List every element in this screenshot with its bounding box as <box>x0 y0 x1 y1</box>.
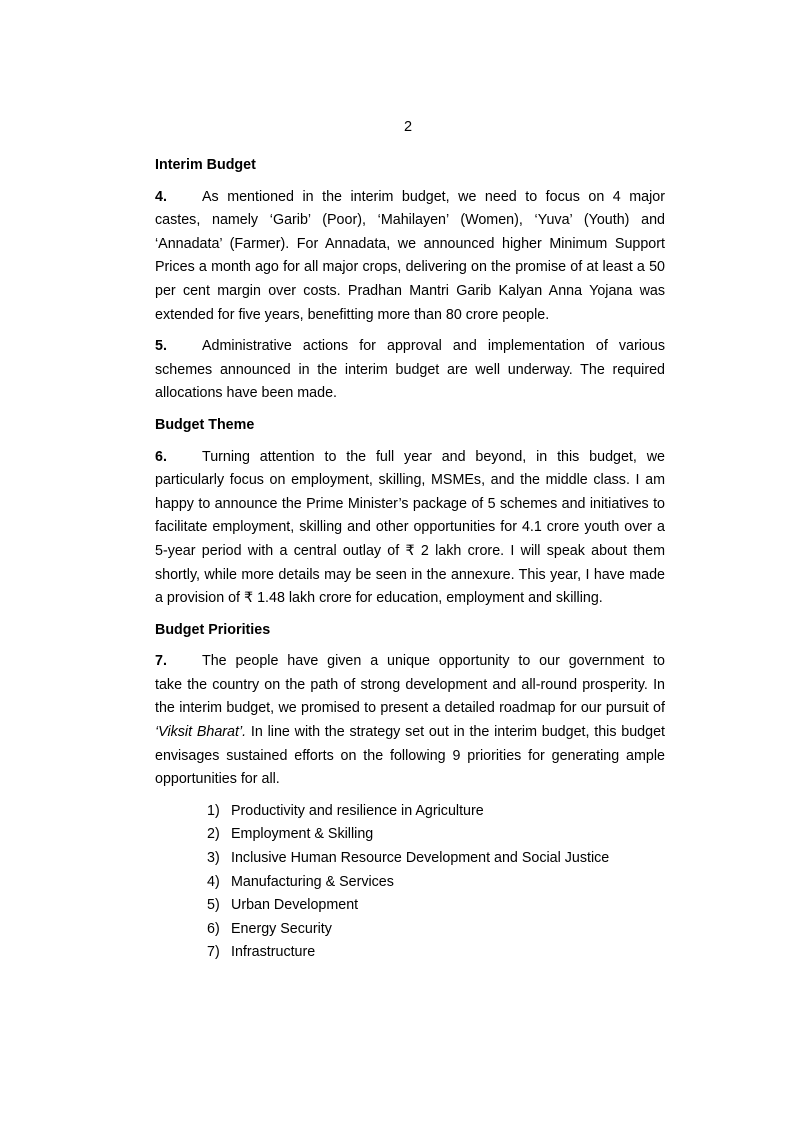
priority-item-label: Infrastructure <box>231 944 316 961</box>
priority-item <box>207 800 665 824</box>
priority-item-number: 5) <box>207 897 220 914</box>
paragraph-7-lead <box>155 650 665 674</box>
priority-item-label: Energy Security <box>231 920 332 937</box>
priority-item <box>207 847 665 871</box>
heading-budget-theme: Budget Theme <box>155 416 255 433</box>
paragraph-5-body: schemes announced in the interim budget are well underway. The required allocations have been made. <box>155 361 665 402</box>
paragraph-7-body-italic: ‘Viksit Bharat’. <box>155 724 247 741</box>
priority-list <box>155 800 665 965</box>
priority-item-number: 6) <box>207 920 220 937</box>
priority-item-number: 2) <box>207 826 220 843</box>
priority-item-label: Employment & Skilling <box>231 826 374 843</box>
priority-item <box>207 941 665 965</box>
priority-item-number: 1) <box>207 802 220 819</box>
paragraph-5-lead <box>155 335 665 359</box>
priority-item-number: 3) <box>207 850 220 867</box>
paragraph-7 <box>155 650 665 792</box>
paragraph-5-number: 5. <box>155 338 167 355</box>
priority-item-number: 4) <box>207 873 220 890</box>
priority-item-label: Manufacturing & Services <box>231 873 394 890</box>
priority-item-label: Productivity and resilience in Agriculture <box>231 802 484 819</box>
paragraph-5 <box>155 335 665 406</box>
paragraph-5-lead-text: Administrative actions for approval and implementation of various <box>202 338 665 355</box>
paragraph-7-number: 7. <box>155 653 167 670</box>
paragraph-4-number: 4. <box>155 188 167 205</box>
paragraph-4-lead-text: As mentioned in the interim budget, we need to focus on 4 major <box>202 188 665 205</box>
paragraph-6-body: particularly focus on employment, skilling, MSMEs, and the middle class. I am happy to announce the Prime Minister’s package of 5 schemes and initiatives to facilitate employment, skilling and other opportunities for 4.1 crore youth over a 5-year period with a central outlay of ₹ 2 lakh crore. I will speak about them shortly, while more details may be seen in the annexure. This year, I have made a provision of ₹ 1.48 lakh crore for education, employment and skilling. <box>155 472 665 607</box>
paragraph-4-lead <box>155 186 665 210</box>
priority-item <box>207 823 665 847</box>
paragraph-6-number: 6. <box>155 448 167 465</box>
priority-item-label: Inclusive Human Resource Development and Social Justice <box>231 850 610 867</box>
paragraph-7-body-part2: In line with the strategy set out in the interim budget, this budget envisages sustained efforts on the following 9 priorities for generating ample opportunities for all. <box>155 724 665 788</box>
paragraph-7-body-part1: take the country on the path of strong development and all-round prosperity. In the interim budget, we promised to present a detailed roadmap for our pursuit of <box>155 676 665 717</box>
paragraph-6 <box>155 446 665 611</box>
paragraph-6-lead-text: Turning attention to the full year and beyond, in this budget, we <box>202 448 665 465</box>
paragraph-4-body: castes, namely ‘Garib’ (Poor), ‘Mahilayen’ (Women), ‘Yuva’ (Youth) and ‘Annadata’ (Farmer). For Annadata, we announced higher Minimum Support Prices a month ago for all major crops, delivering on the promise of at least a 50 per cent margin over costs. Pradhan Mantri Garib Kalyan Anna Yojana was extended for five years, benefitting more than 80 crore people. <box>155 212 665 323</box>
priority-item-label: Urban Development <box>231 897 359 914</box>
priority-item <box>207 918 665 942</box>
heading-budget-priorities: Budget Priorities <box>155 621 271 638</box>
paragraph-4 <box>155 186 665 328</box>
heading-interim-budget: Interim Budget <box>155 157 256 173</box>
paragraph-6-lead <box>155 446 665 470</box>
page-number: 2 <box>403 119 413 135</box>
priority-item-number: 7) <box>207 944 220 961</box>
priority-item <box>207 871 665 895</box>
paragraph-7-lead-text: The people have given a unique opportunity to our government to <box>202 653 665 670</box>
document-body <box>155 154 665 965</box>
priority-item <box>207 894 665 918</box>
paragraph-7-body <box>155 674 665 792</box>
